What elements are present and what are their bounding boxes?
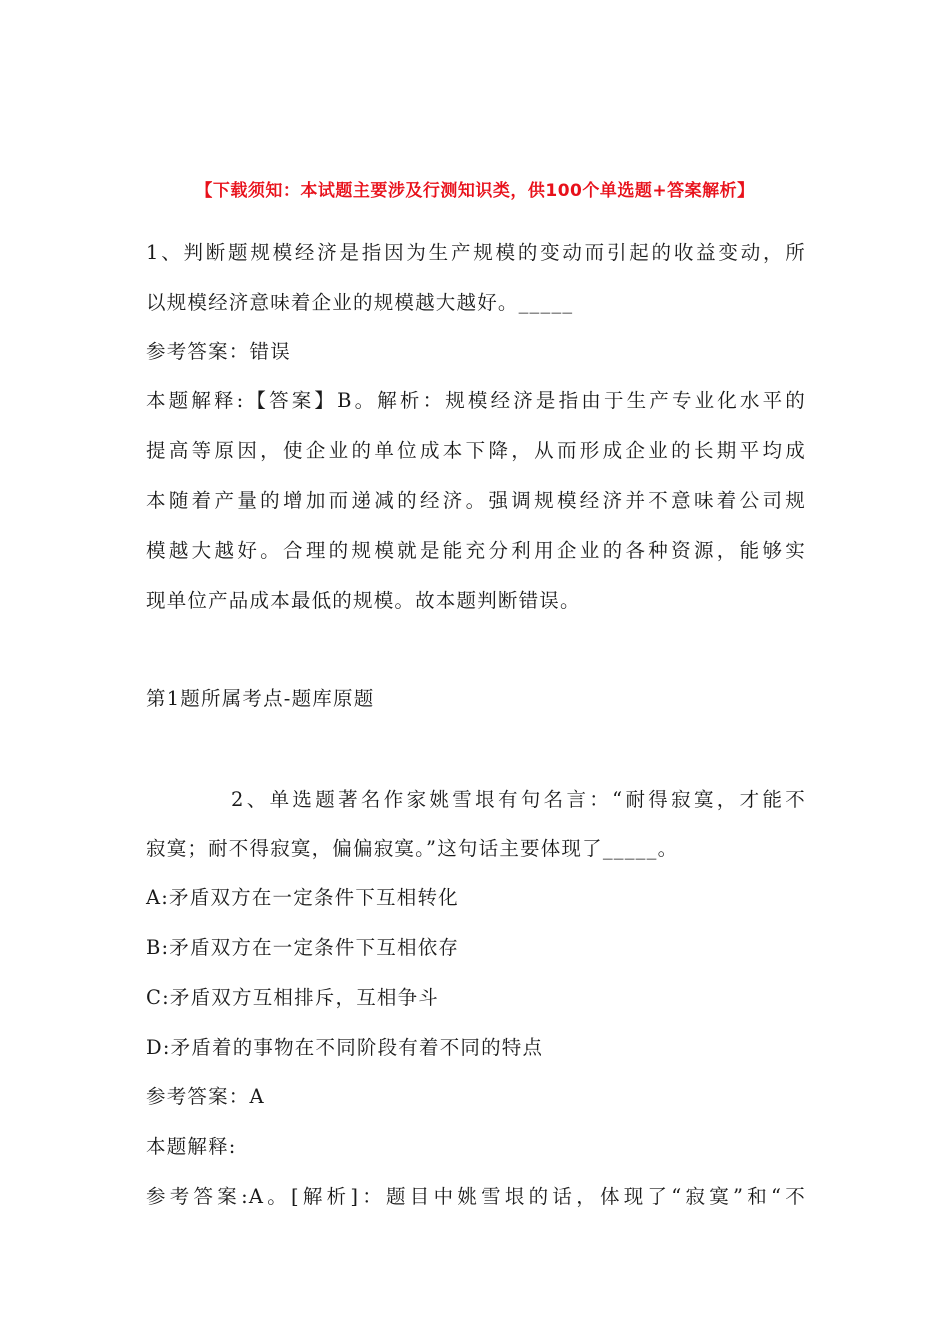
q2-option-a: A:矛盾双方在一定条件下互相转化 bbox=[146, 886, 459, 909]
q2-stem-line-2: 寂寞；耐不得寂寞，偏偏寂寞。”这句话主要体现了_____。 bbox=[146, 837, 679, 860]
q1-explanation-line-2: 提高等原因，使企业的单位成本下降，从而形成企业的长期平均成 bbox=[146, 439, 806, 462]
q1-answer: 参考答案：错误 bbox=[146, 340, 291, 363]
q2-explanation-line-1: 参考答案:A。[解析]：题目中姚雪垠的话，体现了“寂寞”和“不 bbox=[146, 1185, 806, 1208]
q2-option-c: C:矛盾双方互相排斥，互相争斗 bbox=[146, 986, 439, 1009]
q1-explanation-line-3: 本随着产量的增加而递减的经济。强调规模经济并不意味着公司规 bbox=[146, 489, 806, 512]
q1-explanation-line-1: 本题解释:【答案】B。解析：规模经济是指由于生产专业化水平的 bbox=[146, 389, 806, 412]
q1-explanation-line-5: 现单位产品成本最低的规模。故本题判断错误。 bbox=[146, 589, 581, 612]
q1-category: 第1题所属考点-题库原题 bbox=[146, 687, 375, 710]
download-notice: 【下载须知：本试题主要涉及行测知识类，供100个单选题+答案解析】 bbox=[195, 181, 755, 201]
q2-option-d: D:矛盾着的事物在不同阶段有着不同的特点 bbox=[146, 1036, 544, 1059]
q2-explanation-label: 本题解释: bbox=[146, 1135, 237, 1158]
q2-answer: 参考答案：A bbox=[146, 1085, 265, 1108]
q1-stem-line-2: 以规模经济意味着企业的规模越大越好。_____ bbox=[146, 291, 574, 314]
q2-option-b: B:矛盾双方在一定条件下互相依存 bbox=[146, 936, 460, 959]
q1-stem-line-1: 1、判断题规模经济是指因为生产规模的变动而引起的收益变动，所 bbox=[146, 241, 806, 264]
q2-stem-line-1: 2、单选题著名作家姚雪垠有句名言：“耐得寂寞，才能不 bbox=[231, 788, 806, 811]
q1-explanation-line-4: 模越大越好。合理的规模就是能充分利用企业的各种资源，能够实 bbox=[146, 539, 806, 562]
